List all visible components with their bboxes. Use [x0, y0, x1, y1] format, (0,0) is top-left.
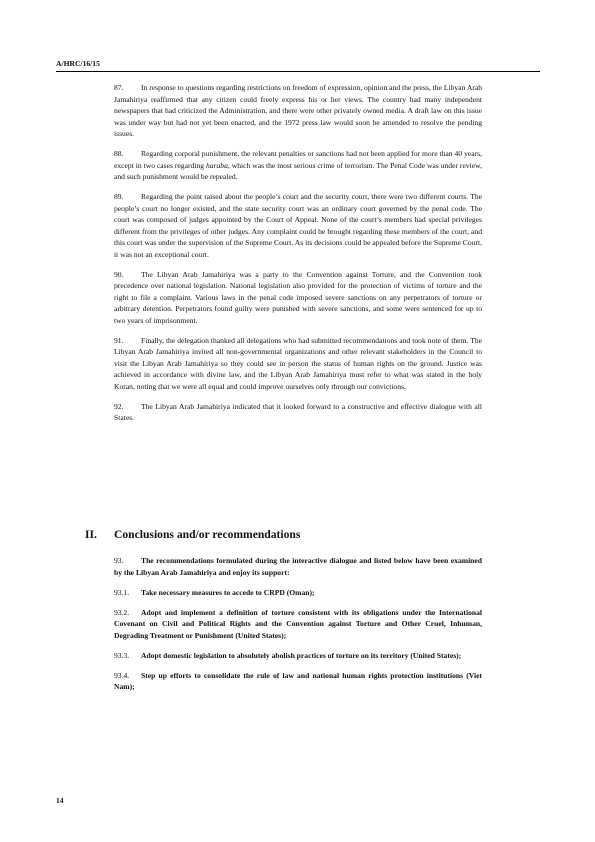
paragraph-text: The Libyan Arab Jamahiriya indicated that it looked forward to a constructive and effective dialogue with all States. — [114, 401, 482, 422]
paragraph-93 — [114, 555, 482, 578]
recommendation-item — [114, 650, 482, 662]
paragraph-text: The recommendations formulated during the interactive dialogue and listed below have been examined by the Libyan Arab Jamahiriya and enjoy its support: — [114, 556, 482, 577]
paragraph-number: 90. — [114, 269, 124, 279]
paragraph-text-continued: , which was the most serious crime of terrorism. The Penal Code was under review, and such punishment would be repealed. — [114, 160, 482, 181]
document-symbol: A/HRC/16/15 — [56, 59, 100, 68]
paragraph-91 — [114, 335, 482, 393]
paragraph-text: In response to questions regarding restrictions on freedom of expression, opinion and the press, the Libyan Arab Jamahiriya reaffirmed that any citizen could freely express his or her views. The country had many independent newspapers that had criticized the Administration, and there were other privately owned media. A draft law on this issue was under way but had not yet been enacted, and the 1972 press law would soon be amended to resolve the pending issues. — [114, 83, 482, 138]
recommendation-item — [114, 607, 482, 642]
paragraph-number: 93. — [114, 556, 124, 565]
recommendation-text: Adopt domestic legislation to absolutely abolish practices of torture on its territory (United States); — [141, 650, 462, 660]
recommendation-number: 93.2. — [114, 607, 130, 617]
recommendation-text: Step up efforts to consolidate the rule of law and national human rights protection institutions (Viet Nam); — [114, 670, 482, 691]
body-text — [114, 82, 482, 432]
section-heading — [85, 528, 525, 541]
paragraph-90 — [114, 269, 482, 327]
recommendation-item — [114, 670, 482, 693]
paragraph-number: 92. — [114, 401, 124, 411]
paragraph-88 — [114, 148, 482, 183]
paragraph-text: Regarding corporal punishment, the relevant penalties or sanctions had not been applied for more than 40 years, except in two cases regarding — [114, 149, 482, 170]
paragraph-number: 91. — [114, 335, 124, 345]
paragraph-number: 87. — [114, 83, 124, 92]
paragraph-number: 88. — [114, 149, 124, 158]
recommendation-number: 93.4. — [114, 670, 130, 680]
recommendation-number: 93.3. — [114, 650, 130, 660]
paragraph-text: Finally, the delegation thanked all delegations who had submitted recommendations and took note of them. The Libyan Arab Jamahiriya invited all non-governmental organizations and other relevant stakeholders in the Council to visit the Libyan Arab Jamahiriya so they could see in person the status of human rights on the ground. Justice was achieved in accordance with divine law, and the Libyan Arab Jamahiriya must refer to what was stated in the holy Koran, noting that we were all equal and could improve ourselves only through our convictions. — [114, 335, 482, 391]
paragraph-92 — [114, 401, 482, 424]
paragraph-89 — [114, 191, 482, 260]
section-title: Conclusions and/or recommendations — [114, 528, 301, 541]
paragraph-text: The Libyan Arab Jamahiriya was a party to the Convention against Torture, and the Convention took precedence over national legislation. National legislation also provided for the protection of victims of torture and the right to file a complaint. Various laws in the penal code imposed severe sanctions on any perpetrators of torture or arbitrary detention. Perpetrators found guilty were punished with severe sanctions, and some were sentenced for up to two years of imprisonment. — [114, 269, 482, 325]
recommendation-text: Take necessary measures to accede to CRPD (Oman); — [141, 587, 315, 597]
page-header — [56, 40, 540, 72]
paragraph-text: Regarding the point raised about the people’s court and the security court, there were two different courts. The people’s court no longer existed, and the state security court was an ordinary court governed by the penal code. The court was composed of judges appointed by the Court of Appeal. None of the court’s members had special privileges different from the privileges of other judges. Any complaint could be brought regarding these members of the court, and this court was under the supervision of the Supreme Court. As its decisions could be appealed before the Supreme Court, it was not an exceptional court. — [114, 192, 482, 259]
recommendation-item — [114, 587, 482, 599]
paragraph-87 — [114, 82, 482, 140]
recommendation-number: 93.1. — [114, 587, 130, 597]
italic-term: haraba — [205, 160, 228, 170]
page-number: 14 — [56, 796, 64, 805]
paragraph-number: 89. — [114, 192, 124, 201]
recommendations — [114, 555, 482, 701]
recommendation-text: Adopt and implement a definition of torture consistent with its obligations under the International Covenant on Civil and Political Rights and the Convention against Torture and Other Cruel, Inhuman, Degrading Treatment or Punishment (United States); — [114, 607, 482, 640]
section-number: II. — [85, 528, 97, 541]
